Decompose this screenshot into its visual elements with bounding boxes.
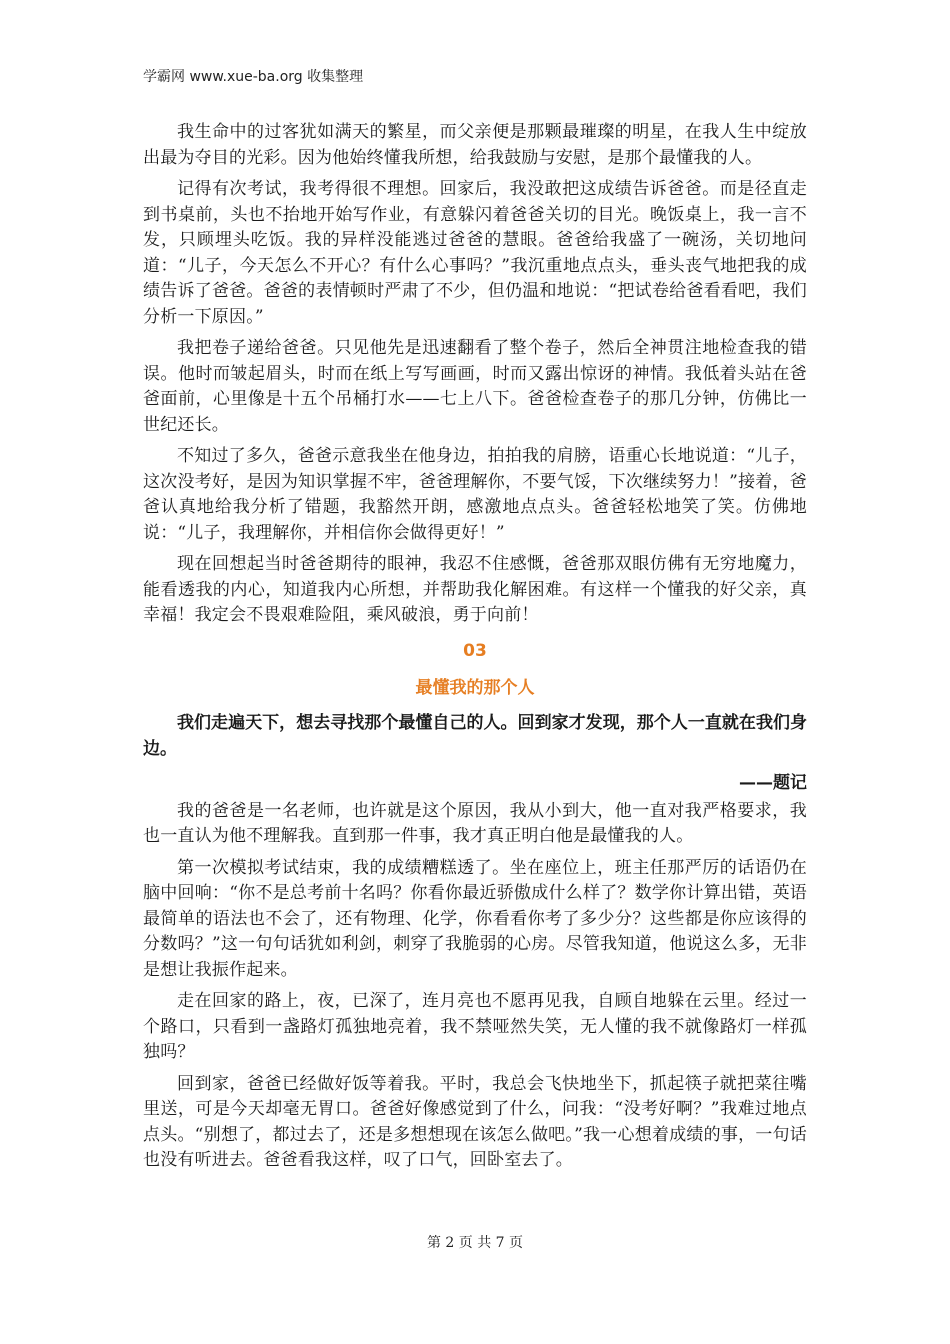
paragraph: 第一次模拟考试结束，我的成绩糟糕透了。坐在座位上，班主任那严厉的话语仍在脑中回响：“你不是总考前十名吗？你看你最近骄傲成什么样了？数学你计算出错，英语最简单的语法也不会了，还有物理、化学，你看看你考了多少分？这些都是你应该得的分数吗？”这一句句话犹如利剑，刺穿了我脆弱的心房。尽管我知道，他说这么多，无非是想让我振作起来。 [143,857,807,980]
page-header: 学霸网 www.xue-ba.org 收集整理 [143,69,364,85]
paragraph: 回到家，爸爸已经做好饭等着我。平时，我总会飞快地坐下，抓起筷子就把菜往嘴里送，可是今天却毫无胃口。爸爸好像感觉到了什么，问我：“没考好啊？”我难过地点点头。“别想了，都过去了，还是多想想现在该怎么做吧。”我一心想着成绩的事，一句话也没有听进去。爸爸看我这样，叹了口气，回卧室去了。 [143,1073,807,1170]
paragraph: 不知过了多久，爸爸示意我坐在他身边，拍拍我的肩膀，语重心长地说道：“儿子，这次没考好，是因为知识掌握不牢，爸爸理解你，不要气馁，下次继续努力！”接着，爸爸认真地给我分析了错题，我豁然开朗，感激地点点头。爸爸轻松地笑了笑。仿佛地说：“儿子，我理解你，并相信你会做得更好！” [143,446,807,543]
epigraph-signature: ——题记 [739,772,807,793]
document-body [143,120,807,1180]
section-number: 03 [463,640,487,661]
section-title: 最懂我的那个人 [415,677,535,698]
paragraph: 走在回家的路上，夜，已深了，连月亮也不愿再见我，自顾自地躲在云里。经过一个路口，只看到一盏路灯孤独地亮着，我不禁哑然失笑，无人懂的我不就像路灯一样孤独吗？ [143,991,807,1062]
page-footer: 第 2 页 共 7 页 [426,1235,524,1251]
paragraph: 我的爸爸是一名老师，也许就是这个原因，我从小到大，他一直对我严格要求，我也一直认为他不理解我。直到那一件事，我才真正明白他是最懂我的人。 [143,800,807,846]
paragraph: 记得有次考试，我考得很不理想。回家后，我没敢把这成绩告诉爸爸。而是径直走到书桌前，头也不抬地开始写作业，有意躲闪着爸爸关切的目光。晚饭桌上，我一言不发，只顾埋头吃饭。我的异样没能逃过爸爸的慧眼。爸爸给我盛了一碗汤，关切地问道：“儿子，今天怎么不开心？有什么心事吗？”我沉重地点点头，垂头丧气地把我的成绩告诉了爸爸。爸爸的表情顿时严肃了不少，但仍温和地说：“把试卷给爸看看吧，我们分析一下原因。” [143,179,807,327]
paragraph: 我生命中的过客犹如满天的繁星，而父亲便是那颗最璀璨的明星，在我人生中绽放出最为夺目的光彩。因为他始终懂我所想，给我鼓励与安慰，是那个最懂我的人。 [143,122,807,168]
paragraph: 我把卷子递给爸爸。只见他先是迅速翻看了整个卷子，然后全神贯注地检查我的错误。他时而皱起眉头，时而在纸上写写画画，时而又露出惊讶的神情。我低着头站在爸爸面前，心里像是十五个吊桶打水——七上八下。爸爸检查卷子的那几分钟，仿佛比一世纪还长。 [143,338,807,435]
paragraph: 现在回想起当时爸爸期待的眼神，我忍不住感慨，爸爸那双眼仿佛有无穷地魔力，能看透我的内心，知道我内心所想，并帮助我化解困难。有这样一个懂我的好父亲，真幸福！我定会不畏艰难险阻，乘风破浪，勇于向前！ [143,554,807,625]
epigraph: 我们走遍天下，想去寻找那个最懂自己的人。回到家才发现，那个人一直就在我们身边。 [143,712,807,759]
